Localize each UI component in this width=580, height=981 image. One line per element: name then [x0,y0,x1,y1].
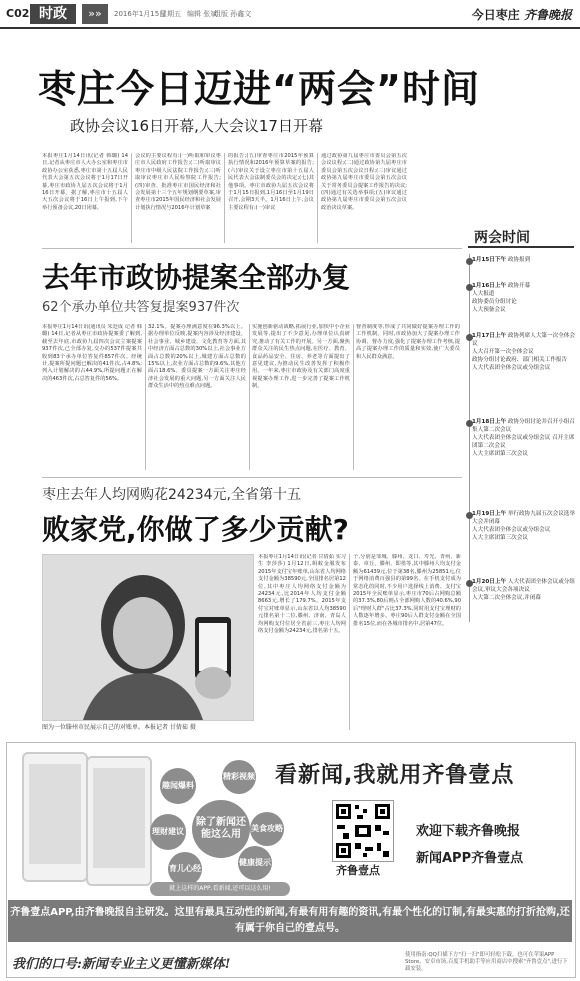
timeline-item: 政协开幕 [507,283,531,289]
chevron-right-icon: »» [82,4,108,24]
designer-credit: 组版 孙鑫文 [214,10,252,18]
header-rule [0,27,580,29]
download-text-1: 欢迎下载齐鲁晚报 [416,824,521,839]
feature-bubble: 美食攻略 [250,812,284,846]
timeline-date: 1月18日上午 [472,419,507,425]
timeline-item: 人大代表团全体会议或分组会议 召开主席团第二次会议 [472,435,575,449]
ad-headline-b: 齐鲁壹点 [422,763,515,788]
timeline-item: 政协委员分组讨论 [472,299,517,305]
article2-subheadline: 62个承办单位共答复提案937件次 [42,300,240,315]
timeline-item: 人大预备会议 [472,307,506,313]
feature-bubble: 精彩视频 [222,760,256,794]
timeline-item: 人大代表团全体会议或分组会议 [472,527,551,533]
article3-column-1: 本报枣庄1月14日讯(记者 甘倩茹 实习生 李莎莎) 1月12日,蚂蚁金服发布2015年支付宝年账单,山东省人均网络支付金额为38590元,全国排名居第12位,其中枣庄人均网络支付金额为24234元,比2014年人均支付金额8663元,增长了179.7%。2015年支付宝对账单显示,山东省以人均38590元排名第十二位,滕州、济南、青岛人均网购支付位居全省前三,枣庄人均网络支付金额为24234元,排名第十五。 [258,554,346,635]
app-banner: 就上这样的APP,看新闻,还可以这么用! [150,882,290,896]
qr-brand-label: 齐鲁壹点 [336,864,380,877]
slogan: 我们的口号:新闻专业主义更懂新媒体! [12,957,231,972]
timeline-item: 人大召开第一次全体会议 [472,349,534,355]
issue-date: 2016年1月15日 [114,10,167,18]
lead-subheadline: 政协会议16日开幕,人大会议17日开幕 [70,117,323,135]
timeline-item: 人大代表团全体会议或分组会议 [472,365,551,371]
article3-headline: 败家党,你做了多少贡献? [42,513,349,546]
download-text-2: 新闻APP齐鲁壹点 [416,851,524,866]
ad-headline-a: 看新闻,我就用 [275,763,423,788]
column-divider [249,324,250,470]
timeline-item: 人大主席团第三次会议 [472,451,528,457]
article2-column-4: 督查制度等,形成了共同做好提案办理工作的工作机制。同时,市政协加大了提案办理工作协调、督办力度,强化了提案办理工作考核,提高了提案办理工作的质量和实效,使广大委员和人民群众满意。 [356,324,460,360]
news-photo [42,554,254,721]
article2-headline: 去年市政协提案全部办复 [42,261,351,294]
timeline-title: 两会时间 [474,230,530,246]
timeline-item: 政协报到 [507,257,531,263]
timeline-item: 人大主席团第三次会议 [472,535,528,541]
feature-bubble: 除了新闻还能这么用 [192,800,250,858]
article3-column-2: 个,分别是邹城、滕州、龙口、寿光、青州、新泰、章丘、滕州、即墨等,其中滕州人均支付金额为61439元,位于第38名,滕州为25851元,位于网络消费百强县的第99名。在手机支付成为常态化的同时,不少用户选择线上消费。支付宝2015年全民账单显示,枣庄市70后占网购总额的37.3%,80后则占全部网购人数的40.6%,90后"理财人群"占比37.3%,同时用支付宝理财的人数逐年增多。枣庄90后人群支付金额在全国排名15位,而在各城市排名中,居第47位。 [353,554,461,627]
editor-credit: 编辑 张斌 [187,10,218,18]
column-divider [349,554,350,730]
page-number: C02 [6,7,30,20]
photo-caption: 图为一位滕州市民展示自己的对账单。本报记者 甘倩茹 摄 [42,724,196,731]
timeline-item: 政协分组讨论政府、部门相关工作报告 [472,357,568,363]
section-divider [42,477,462,478]
timeline-item: 人大代表团全体会议或分组会议,审议大会各项决议 [472,579,575,593]
timeline-group [472,256,576,264]
usage-guide: 使用指南:QQ扫描下方"扫一扫"即可轻松下载。也可在苹果APP Store、安卓市场,百度手机助手等应用商店中搜索"齐鲁壹点",进行下载安装。 [405,952,568,972]
article3-kicker: 枣庄去年人均网购花24234元,全省第十五 [42,487,301,503]
column-divider [317,153,318,243]
phone-mockup [22,752,88,882]
masthead [472,6,572,23]
column-divider [224,153,225,243]
column-divider [131,153,132,243]
ad-headline [275,758,514,789]
lead-headline: 枣庄今日迈进“两会”时间 [38,67,480,111]
column-divider [353,324,354,470]
lead-column-3: 的报告;(五)审查枣庄市2015年预算执行情况和2016年预算草案的报告;(六)审议关于设立枣庄市第十五届人民代表大会法制委员会的决定;(七)其他事项。枣庄市政协九届五次会议将于1月15日报到,1月16日至1月19日召开,会期3天半。1月16日上午,会议主要议程有:(一)审议 [228,153,314,211]
promo-banner: 齐鲁壹点APP,由齐鲁晚报自主研发。这里有最具互动性的新闻,有最有用有趣的资讯,有最个性化的订制,有最实惠的打折抢购,还有属于你自己的壹点号。 [8,900,572,942]
lead-column-2: 会议的主要议程有:(一)听取和审议枣庄市人民政府工作报告;(二)听取审议枣庄市中级人民法院工作报告;(三)听取审议枣庄市人民检察院工作报告;(四)审查、批准枣庄市国民经济和社会发展第十三个五年规划纲要草案,审查枣庄市2015年国民经济和社会发展计划执行情况与2016年计划草案 [135,153,221,211]
timeline-date: 1月16日上午 [472,283,507,289]
timeline-date: 1月19日上午 [472,511,507,517]
lead-column-4: 通过政协第九届枣庄市委员会第五次会议议程;(二)通过政协第九届枣庄市委员会第五次会议日程;(三)审议通过政协第九届枣庄市委员会第五次会议关于常务委员会提案工作报告的决议;(四)通过有关选举事项;(五)审议通过政协第九届枣庄市委员会第五次会议政治决议草案。 [321,153,407,211]
timeline-group [472,282,576,314]
feature-bubble: 理财建议 [150,814,186,850]
article2-column-2: 32.1%。提案办理满意度在96.3%以上。据办理单位反映,提案内容涉及经济建设、社会事业、城乡建设、文化教育等方面,其中经济方面占总数的30%以上,社会事业方面占总数的20%以上,城建方面占总数的15%以上,农业方面占总数的9.6%,其他方面占18.6%。委员提案一方面关注枣庄经济社会发展的重大问题,另一方面关注人民群众生活中的热点难点问题。 [148,324,246,390]
timeline-date: 1月20日上午 [472,579,507,585]
timeline-axis [469,254,470,622]
timeline-date: 1月15日下午 [472,257,507,263]
timeline-item: 政协列席人大第一次全体会议 [472,333,575,347]
timeline-group [472,332,576,372]
timeline-title-rule [468,246,574,248]
timeline-item: 人大第二次全体会议,并闭幕 [472,595,541,601]
qr-code[interactable] [332,800,394,862]
timeline-item: 举行政协九届五次会议选举大会并闭幕 [472,511,575,525]
article2-column-3: 实施创新驱动战略,拓展行业,加快中小企业发展等,提出了不少意见,办理单位认真研究,推动了有关工作的开展。另一方面,聚焦群众关注的民生热点问题,在医疗、教育、食品药品安全、住房、养老等方面提出了意见建议,为推动民生改善发挥了积极作用。一年来,枣庄市政协及有关部门高度重视提案办理工作,进一步完善了提案工作机制。 [252,324,350,390]
timeline-group [472,578,576,602]
phone-mockup [86,756,152,886]
timeline-group [472,418,576,458]
article2-column-1: 本报枣庄1月14日讯(通讯员 朱廷成 记者 韩璐) 14日,记者从枣庄市政协提案委了解到,截至去年底,市政协九届四次会议立案提案937件次,已全部办复,交办的537件提案共收到83个承办单位答复件857件次。经统计,提案所提问题已解决的41件次,占4.8%;列入计划解决的占44.9%,所提问题正在解决的463件次,占总答复件的56%。 [42,324,142,382]
section-label: 时政 [30,4,76,24]
lead-column-1: 本报枣庄1月14日讯(记者 韩璐) 14日,记者从枣庄市人大办公室和枣庄市政协办公室获悉,枣庄市第十五届人民代表大会第五次会议将于1月17日开幕,枣庄市政协九届五次会议将于1月16日开幕。据了解,枣庄市十五届人大五次会议将于16日上午报到,下午举行预备会议,20日闭幕。 [42,153,128,211]
masthead-prefix: 今日枣庄 [471,8,520,22]
masthead-logo: 齐鲁晚报 [523,8,572,22]
feature-bubble: 趣闻爆料 [160,768,196,804]
timeline-date: 1月17日上午 [472,333,507,339]
timeline-group [472,510,576,542]
column-divider [145,324,146,470]
issue-weekday: 星期五 [160,10,181,18]
timeline-item: 人大报道 [472,291,495,297]
feature-bubble: 育儿心经 [168,852,202,886]
feature-bubble: 健康提示 [238,846,272,880]
section-divider [42,248,462,249]
timeline-item: 政协分组讨论并召开小组召集人第二次会议 [472,419,575,433]
